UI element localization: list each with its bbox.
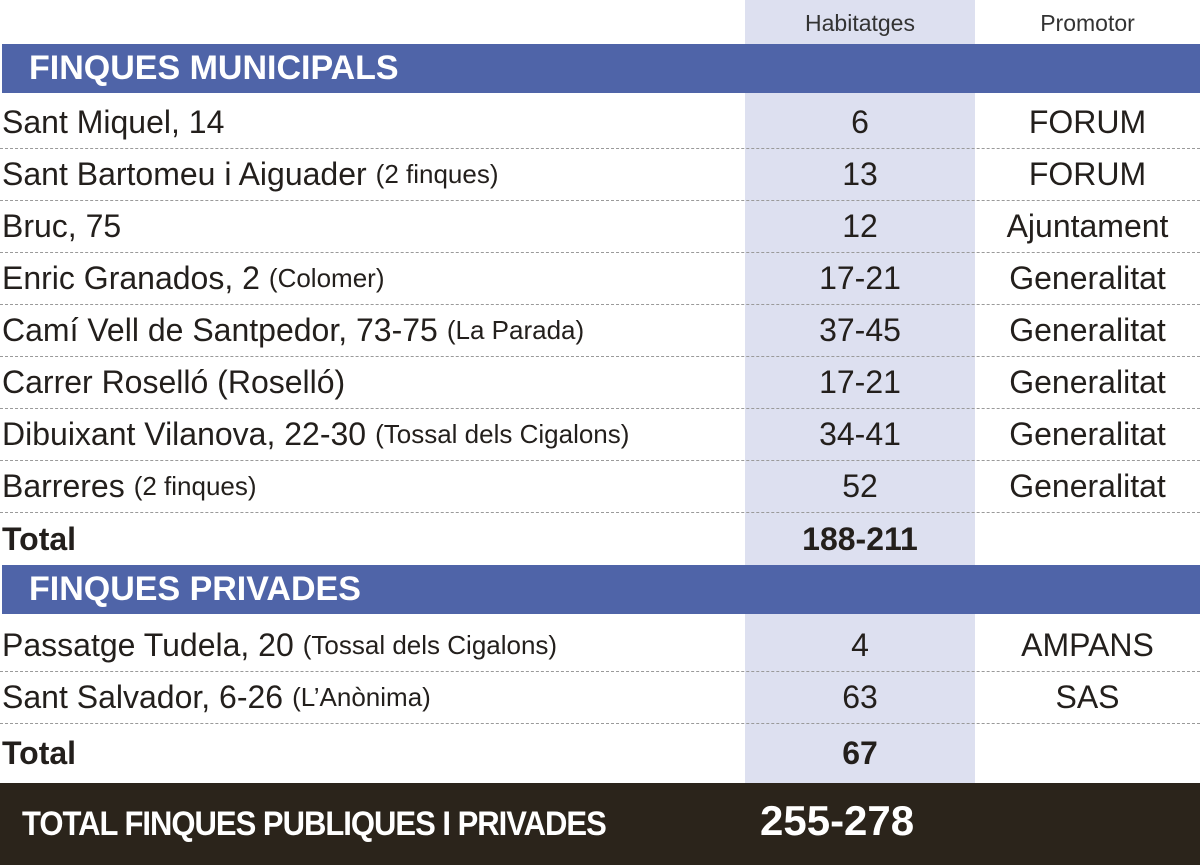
table-row (0, 461, 1200, 513)
promoter-cell: Generalitat (1009, 468, 1166, 504)
table-row (0, 620, 1200, 672)
units-cell: 13 (842, 156, 878, 192)
address-note: (2 finques) (133, 471, 257, 501)
table-row (0, 357, 1200, 409)
address-note: (2 finques) (375, 159, 499, 189)
table-row (0, 409, 1200, 461)
promoter-cell: Generalitat (1009, 312, 1166, 348)
table-row (0, 305, 1200, 357)
units-cell: 4 (851, 627, 869, 663)
section-title-municipal: FINQUES MUNICIPALS (2, 44, 1200, 93)
promoter-cell: FORUM (1028, 104, 1147, 140)
address-note: (Tossal dels Cigalons) (375, 419, 630, 449)
table-row (0, 97, 1200, 149)
header-promoter: Promotor (1040, 10, 1135, 36)
total-value: 67 (842, 735, 878, 771)
address-cell (2, 305, 584, 356)
address-note: (La Parada) (446, 315, 585, 345)
grand-total-bar (0, 783, 1200, 865)
promoter-cell: Generalitat (1009, 364, 1166, 400)
address: Enric Granados, 2 (2, 260, 260, 296)
section-title-private: FINQUES PRIVADES (2, 565, 1200, 614)
promoter-cell: AMPANS (1021, 627, 1154, 663)
address: Camí Vell de Santpedor, 73-75 (2, 312, 438, 348)
table-row (0, 253, 1200, 305)
address: Dibuixant Vilanova, 22-30 (2, 416, 367, 452)
address-cell (2, 253, 384, 304)
units-cell: 37-45 (819, 312, 901, 348)
promoter-cell: SAS (1055, 679, 1120, 715)
address: Sant Bartomeu i Aiguader (2, 156, 367, 192)
units-cell: 63 (842, 679, 878, 715)
address-cell (2, 149, 499, 200)
address: Barreres (2, 468, 125, 504)
address-cell (2, 620, 557, 671)
address-cell (2, 672, 431, 723)
grand-total-value: 255-278 (760, 797, 915, 844)
table-row (0, 149, 1200, 201)
address: Bruc, 75 (2, 208, 122, 244)
total-row (0, 513, 1200, 565)
units-cell: 12 (842, 208, 878, 244)
promoter-cell: Ajuntament (1006, 208, 1169, 244)
address-note: (L’Anònima) (292, 682, 431, 712)
address-cell (2, 97, 224, 148)
address-note: (Colomer) (268, 263, 385, 293)
table-row (0, 672, 1200, 724)
address: Sant Miquel, 14 (2, 104, 225, 140)
promoter-cell: Generalitat (1009, 260, 1166, 296)
address-note: (Tossal dels Cigalons) (302, 630, 558, 660)
table-row (0, 201, 1200, 253)
units-cell: 17-21 (819, 364, 901, 400)
address: Sant Salvador, 6-26 (2, 679, 284, 715)
address: Carrer Roselló (Roselló) (2, 364, 346, 400)
address: Passatge Tudela, 20 (2, 627, 294, 663)
total-label: Total (2, 735, 77, 771)
units-cell: 6 (851, 104, 869, 140)
grand-total-label: TOTAL FINQUES PUBLIQUES I PRIVADES (22, 804, 606, 843)
total-value: 188-211 (802, 520, 918, 557)
units-cell: 34-41 (819, 416, 901, 452)
total-row (0, 724, 1200, 783)
header-units: Habitatges (805, 10, 915, 36)
address-cell (2, 409, 629, 460)
promoter-cell: FORUM (1028, 156, 1147, 192)
units-cell: 52 (842, 468, 878, 504)
address-cell (2, 461, 257, 512)
units-cell: 17-21 (819, 260, 901, 296)
total-label: Total (2, 520, 77, 557)
address-cell (2, 357, 345, 408)
promoter-cell: Generalitat (1009, 416, 1166, 452)
address-cell (2, 201, 121, 252)
